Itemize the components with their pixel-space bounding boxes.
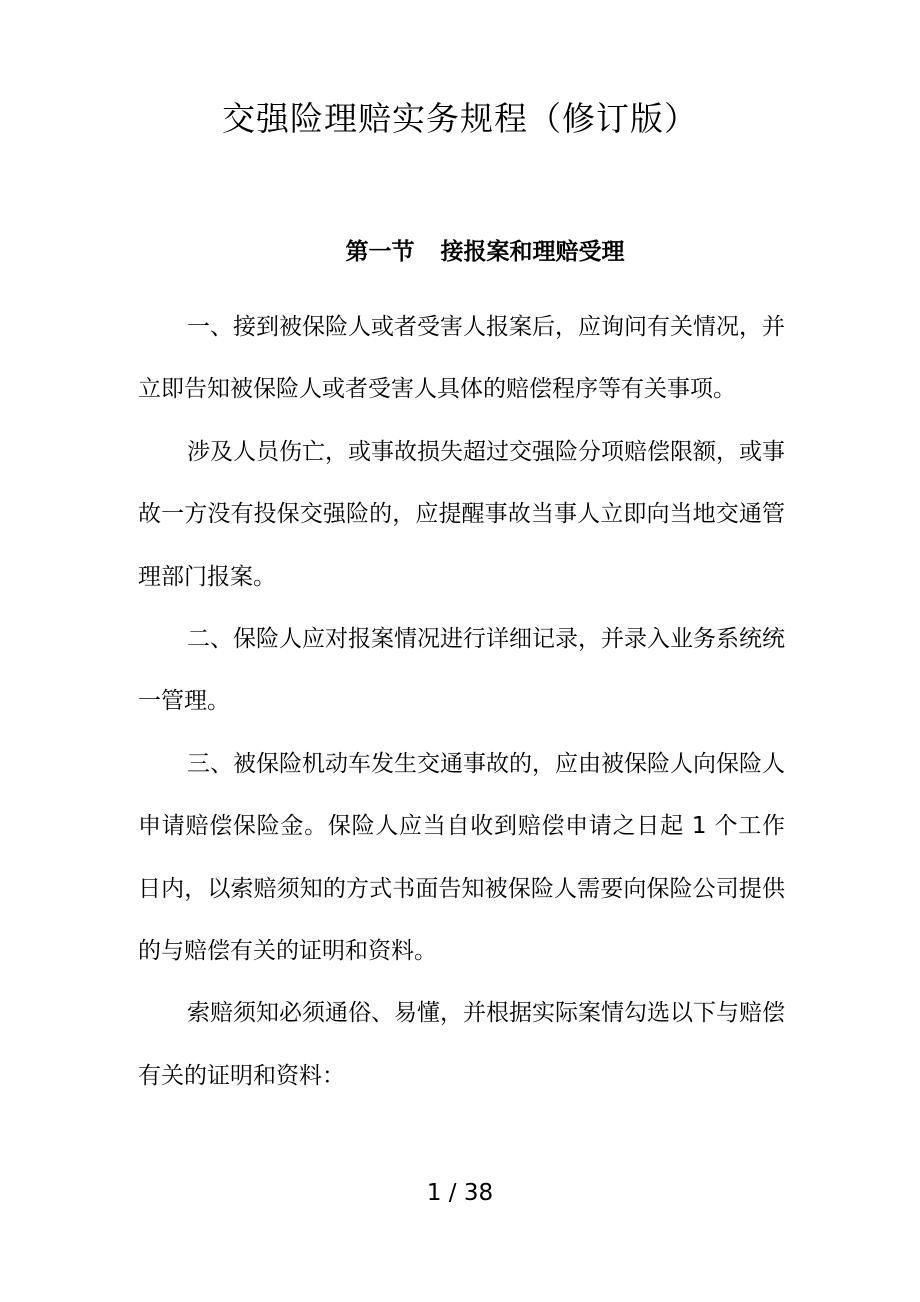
document-body (138, 296, 785, 1107)
paragraph-3: 二、保险人应对报案情况进行详细记录，并录入业务系统统一管理。 (138, 626, 785, 715)
paragraph-1: 一、接到被保险人或者受害人报案后，应询问有关情况，并立即告知被保险人或者受害人具体的赔偿程序等有关事项。 (138, 314, 785, 403)
paragraph-5: 索赔须知必须通俗、易懂，并根据实际案情勾选以下与赔偿有关的证明和资料： (138, 1000, 785, 1089)
paragraph-2: 涉及人员伤亡，或事故损失超过交强险分项赔偿限额，或事故一方没有投保交强险的，应提醒事故当事人立即向当地交通管理部门报案。 (138, 438, 785, 590)
section-number: 第一节 (345, 239, 415, 265)
paragraph-4: 三、被保险机动车发生交通事故的，应由被保险人向保险人申请赔偿保险金。保险人应当自收到赔偿申请之日起 1 个工作日内，以索赔须知的方式书面告知被保险人需要向保险公司提供的与赔偿有关的证明和资料。 (138, 750, 785, 965)
section-name: 接报案和理赔受理 (440, 239, 625, 265)
section-heading (0, 230, 920, 274)
document-title: 交强险理赔实务规程（修订版） (222, 99, 698, 138)
page-number: 1 / 38 (426, 1180, 494, 1206)
